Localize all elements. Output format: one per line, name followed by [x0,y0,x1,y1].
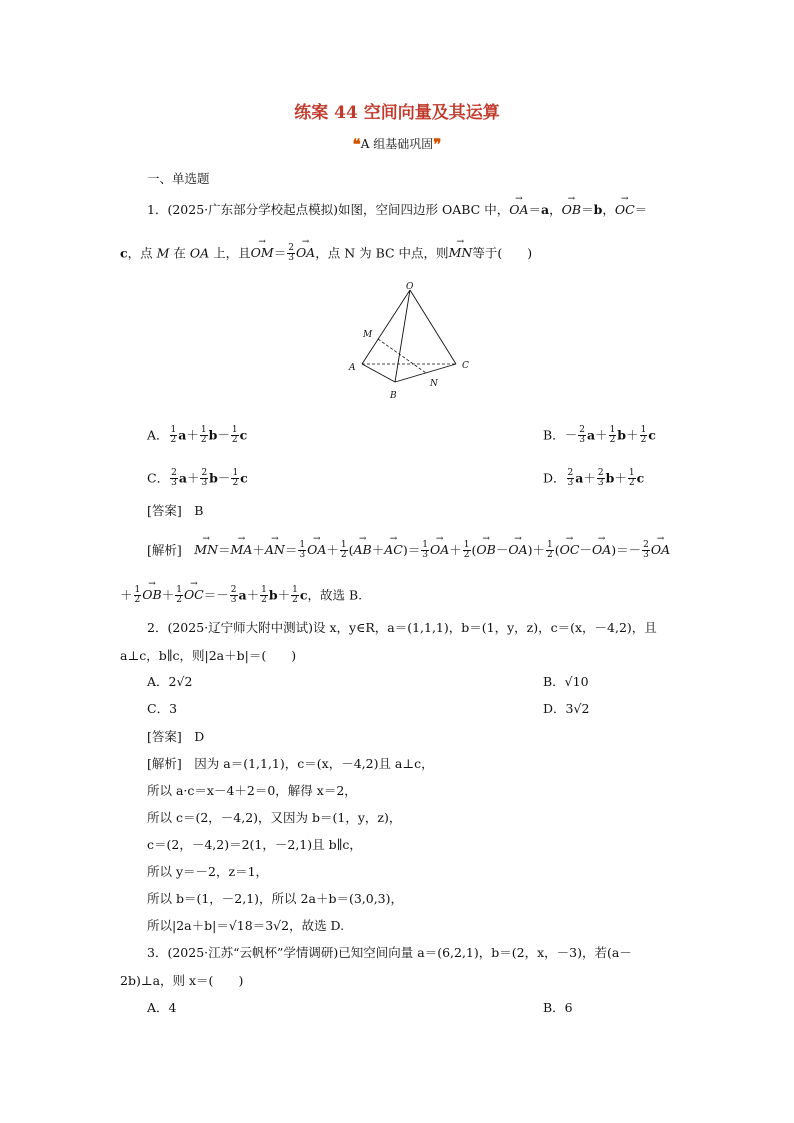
q2-analysis-line1: [解析] 因为 a＝(1,1,1)，c＝(x，－4,2)且 a⊥c， [147,756,434,771]
page-title: 练案 44 空间向量及其运算 [294,103,500,123]
q1-answer: [答案] B [147,503,204,518]
q2-step-5: 所以 y＝－2，z＝1， [147,864,269,879]
quote-open-icon: ❝ [352,135,361,154]
q2-line2: a⊥c，b∥c，则|2a＋b|＝( ) [120,648,297,663]
group-heading [0,135,794,154]
q1-analysis-line2: ＋ $\frac{1}{2}$ → OB＋ $\frac{1}{2}$ → OC＝－ $\frac{2}{3}$ a＋ $\frac{1}{2}$ b＋ $\frac{1}{2}$ c，故选 B. [120,586,684,606]
quote-close-icon: ❞ [433,135,442,154]
q3-options-row1: A．4 B．6 [147,1000,573,1015]
q2-step-7: 所以|2a＋b|＝√18＝3√2，故选 D. [147,918,345,933]
q2-answer: [答案] D [147,729,205,744]
q1-options-row1: A． $\frac{1}{2}$ a＋ $\frac{1}{2}$ b－ $\frac{1}{2}$ c B．－ $\frac{2}{3}$ a＋ $\frac{1}{2}$ b＋ $\frac{1}{2}$ c [147,425,656,446]
q2-step-4: c＝(2，－4,2)＝2(1，－2,1)且 b∥c， [147,837,362,852]
q3-line1: 3．(2025·江苏“云帆杯”学情调研)已知空间向量 a＝(6,2,1)，b＝(2，x，－3)，若(a－ [147,945,632,960]
q1-line1: 1．(2025·广东部分学校起点模拟)如图，空间四边形 OABC 中，→ OA＝a，→ OB＝b，→ OC＝ [147,204,684,217]
q1-options-row2: C． $\frac{2}{3}$ a＋ $\frac{2}{3}$ b－ $\frac{1}{2}$ c D． $\frac{2}{3}$ a＋ $\frac{2}{3}$ b＋ $\frac{1}{2}$ c [147,468,645,489]
q2-line1: 2．(2025·辽宁师大附中测试)设 x，y∈R，a＝(1,1,1)，b＝(1，y，z)，c＝(x，－4,2)，且 [147,620,657,635]
q2-step-2: 所以 a·c＝x－4＋2＝0，解得 x＝2， [147,783,357,798]
label-c: C [462,361,469,371]
q1-line2: c，点 M 在 OA 上，且→ OM＝ $\frac{2}{3}$ → OA，点 N 为 BC 中点，则→ MN等于( ) [120,244,684,264]
label-b: B [390,391,397,401]
q3-line2: 2b)⊥a，则 x＝( ) [120,973,244,988]
label-o: O [406,282,414,292]
q2-step-3: 所以 c＝(2，－4,2)，又因为 b＝(1，y，z)， [147,810,402,825]
q2-options-row2: C．3 D．3√2 [147,701,590,716]
group-label: A 组基础巩固 [360,137,434,151]
q1-analysis-line1: [解析] → MN＝→ MA＋→ AN＝ $\frac{1}{3}$ → OA＋ $\frac{1}{2}$ (→ AB＋→ AC)＝ $\frac{1}{3}$ → OA＋ $\frac{1}{2}$ (→ OB－→ OA)＋ $\frac{1}{2}$ (→ OC－→ OA)＝－ $\frac{2}{3}$ → OA [147,541,684,561]
q2-step-6: 所以 b＝(1，－2,1)，所以 2a＋b＝(3,0,3)， [147,891,404,906]
tetrahedron-figure [340,280,480,404]
section-heading: 一、单选题 [147,171,210,186]
label-m: M [363,330,373,340]
label-a: A [349,363,356,373]
label-n: N [430,379,438,389]
q2-options-row1: A．2√2 B．√10 [147,674,589,689]
